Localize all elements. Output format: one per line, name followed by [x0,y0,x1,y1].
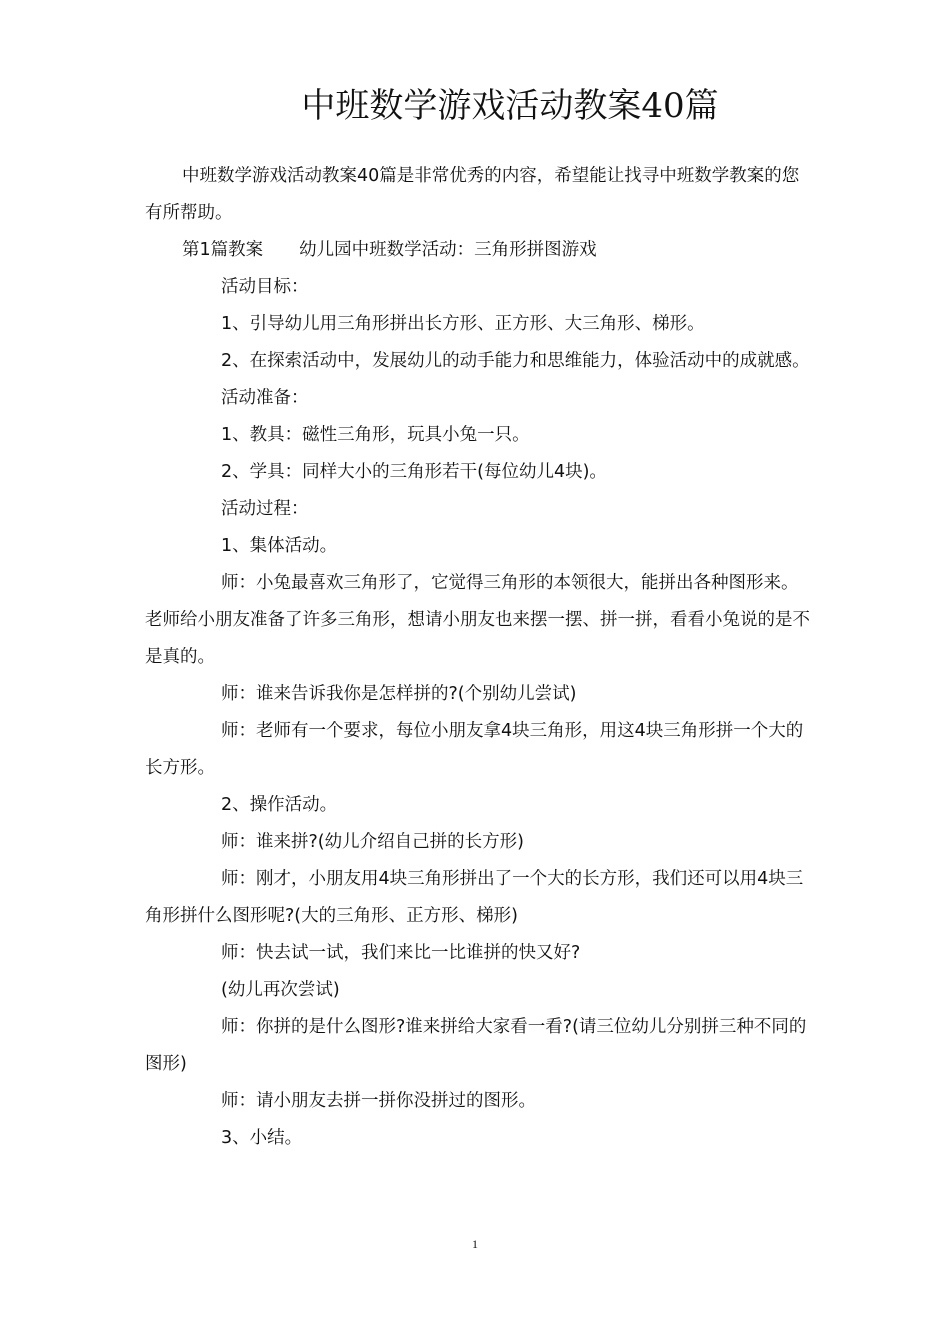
lesson-label: 第1篇教案 [182,240,264,260]
paragraph: 活动目标： [221,277,309,297]
paragraph: 师：老师有一个要求，每位小朋友拿4块三角形，用这4块三角形拼一个大的长方形。 [145,721,804,778]
paragraph: 2、操作活动。 [221,795,338,815]
paragraph: 师：刚才，小朋友用4块三角形拼出了一个大的长方形，我们还可以用4块三角形拼什么图形呢?(大的三角形、正方形、梯形) [145,869,804,926]
lesson-heading [145,232,815,269]
paragraph: 活动过程： [221,499,309,519]
intro-paragraph: 中班数学游戏活动教案40篇是非常优秀的内容，希望能让找寻中班数学教案的您有所帮助。 [145,166,800,223]
paragraph: 师：请小朋友去拼一拼你没拼过的图形。 [221,1091,536,1111]
paragraph: 师：你拼的是什么图形?谁来拼给大家看一看?(请三位幼儿分别拼三种不同的图形) [145,1017,807,1074]
document-title: 中班数学游戏活动教案40篇 [301,86,719,126]
paragraph: 2、在探索活动中，发展幼儿的动手能力和思维能力，体验活动中的成就感。 [221,351,810,371]
paragraph: 师：快去试一试，我们来比一比谁拼的快又好? [221,943,581,963]
paragraph: (幼儿再次尝试) [221,980,340,1000]
paragraph: 3、小结。 [221,1128,303,1148]
paragraph: 师：谁来告诉我你是怎样拼的?(个别幼儿尝试) [221,684,577,704]
document-body [145,158,815,1157]
paragraph: 1、集体活动。 [221,536,338,556]
paragraph: 活动准备： [221,388,309,408]
lesson-title: 幼儿园中班数学活动：三角形拼图游戏 [299,240,597,260]
paragraph: 师：谁来拼?(幼儿介绍自己拼的长方形) [221,832,524,852]
paragraph: 1、教具：磁性三角形，玩具小兔一只。 [221,425,530,445]
paragraph: 1、引导幼儿用三角形拼出长方形、正方形、大三角形、梯形。 [221,314,705,334]
paragraph: 师：小兔最喜欢三角形了，它觉得三角形的本领很大，能拼出各种图形来。老师给小朋友准备了许多三角形，想请小朋友也来摆一摆、拼一拼，看看小兔说的是不是真的。 [145,573,810,667]
paragraph: 2、学具：同样大小的三角形若干(每位幼儿4块)。 [221,462,607,482]
page-number: 1 [472,1237,478,1251]
